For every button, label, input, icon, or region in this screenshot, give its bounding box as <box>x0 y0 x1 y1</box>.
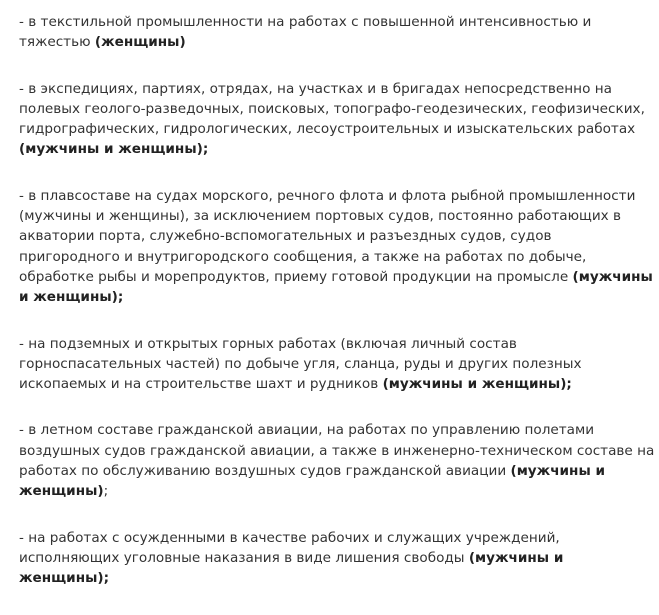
list-item-text: - в летном составе гражданской авиации, на работах по управлению полетами воздушных судов гражданской авиации, а также в инженерно-техническом составе на работах по обслуживанию воздушных судов гражданской авиации <box>19 422 655 480</box>
list-item-text: - в текстильной промышленности на работах с повышенной интенсивностью и тяжестью <box>19 14 592 51</box>
clipped-previous-line <box>19 0 655 2</box>
document-body <box>19 0 655 615</box>
list-item-text: - на подземных и открытых горных работах (включая личный состав горноспасательных частей) по добыче угля, сланца, руды и других полезных ископаемых и на строительстве шахт и рудников <box>19 335 582 393</box>
list-item <box>19 528 655 589</box>
list-item-emphasis: (мужчины и женщины); <box>19 141 209 158</box>
list-item-emphasis: (мужчины и женщины); <box>19 549 564 587</box>
list-item-text: - на работах с осужденными в качестве рабочих и служащих учреждений, исполняющих уголовные наказания в виде лишения свободы <box>19 529 560 566</box>
list-item-text: - в плавсоставе на судах морского, речного флота и флота рыбной промышленности (мужчины и женщины), за исключением портовых судов, постоянно работающих в акватории порта, служебно-вспомогательных и разъездных судов, судов пригородного и внутригородского сообщения, а также на работах по добыче, обработке рыбы и морепродуктов, приему готовой продукции на промысле <box>19 187 636 285</box>
list-item-emphasis: (женщины) <box>94 34 186 51</box>
list-item <box>19 79 655 160</box>
list-item-tail: ; <box>103 483 109 500</box>
list-item-emphasis: (мужчины и женщины); <box>19 268 653 306</box>
list-item-text: - в экспедициях, партиях, отрядах, на участках и в бригадах непосредственно на полевых геолого-разведочных, поисковых, топографо-геодезических, геофизических, гидрографических, гидрологических, лесоустроительных и изыскательских работах <box>19 80 645 138</box>
list-item-emphasis: (мужчины и женщины) <box>19 463 605 500</box>
list-item-emphasis: (мужчины и женщины); <box>382 376 572 393</box>
list-item <box>19 12 655 53</box>
list-item <box>19 334 655 395</box>
list-item <box>19 420 655 501</box>
list-item <box>19 186 655 308</box>
